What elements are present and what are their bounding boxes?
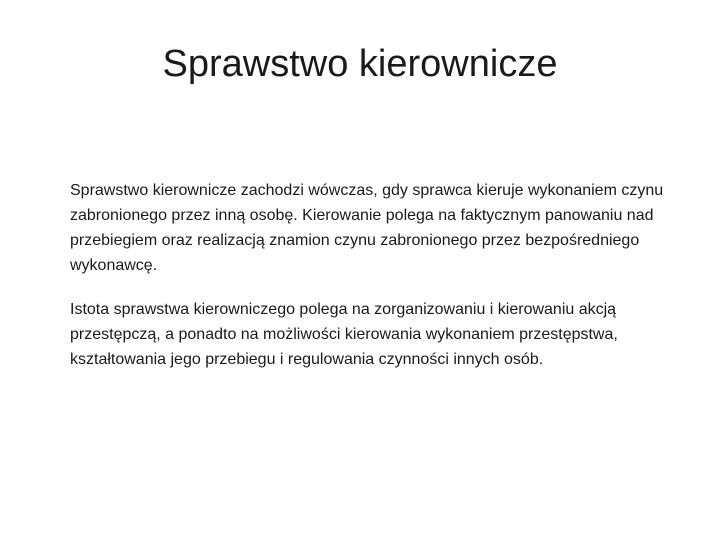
paragraph-definition: Sprawstwo kierownicze zachodzi wówczas, gdy sprawca kieruje wykonaniem czynu zabronionego przez inną osobę. Kierowanie polega na faktycznym panowaniu nad przebiegiem oraz realizacją znamion czynu zabronionego przez bezpośredniego wykonawcę. — [70, 182, 664, 274]
slide-body — [70, 178, 680, 391]
slide-title: Sprawstwo kierownicze — [162, 43, 558, 85]
paragraph-essence: Istota sprawstwa kierowniczego polega na zorganizowaniu i kierowaniu akcją przestępczą, a ponadto na możliwości kierowania wykonaniem przestępstwa, kształtowania jego przebiegu i regulowania czynności innych osób. — [70, 301, 618, 368]
